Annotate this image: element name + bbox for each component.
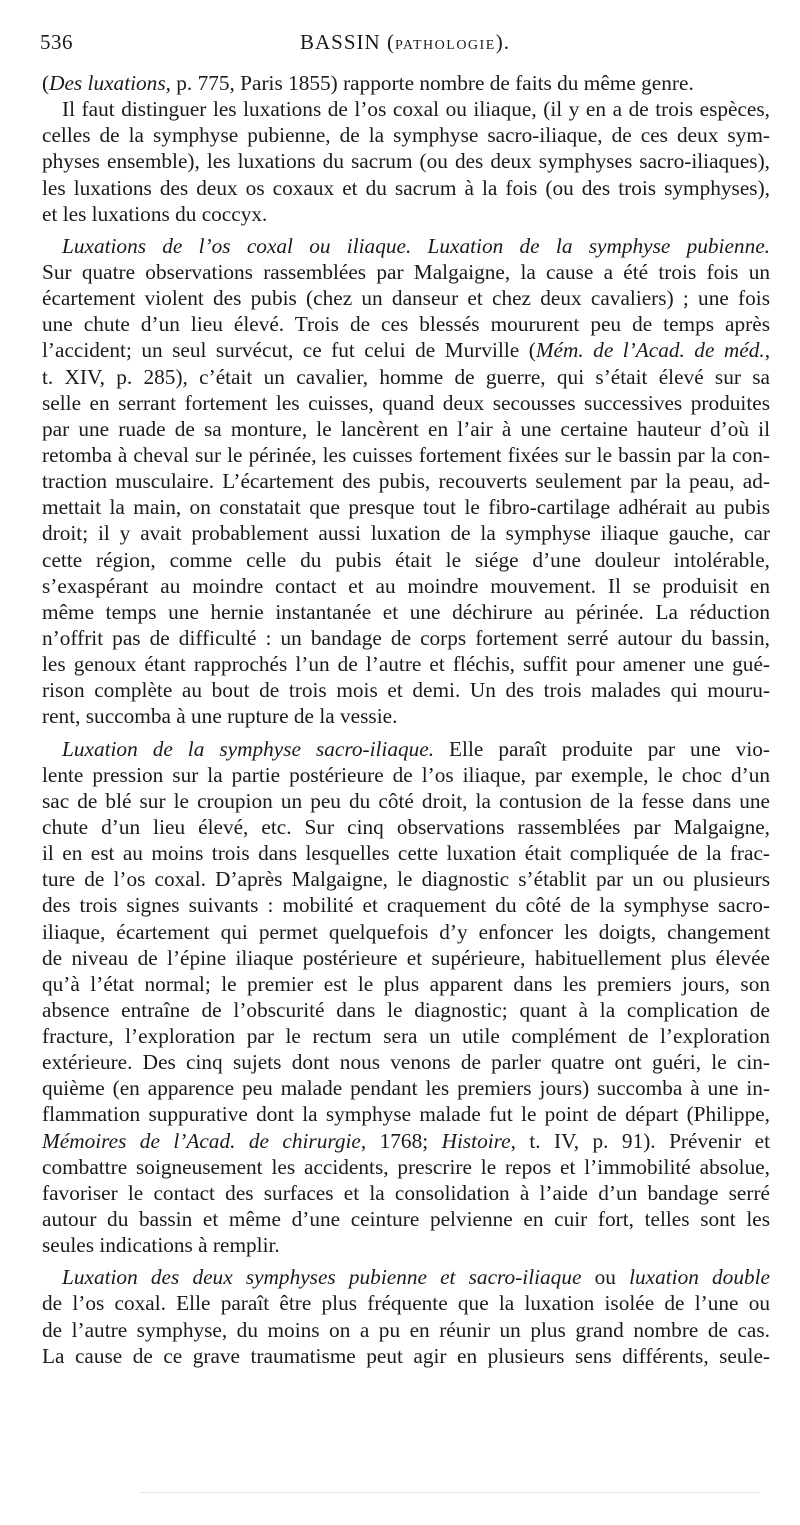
page-number: 536	[40, 30, 73, 54]
italic-segment: luxation double	[629, 1265, 770, 1290]
text-segment: les luxations des deux os coxaux et du sacrum à la fois (ou des trois symphyses),	[42, 175, 770, 200]
text-segment: fracture, l’exploration par le rectum sera un utile complément de l’exploration	[42, 1024, 770, 1049]
text-segment: ,	[764, 338, 771, 363]
running-title-main: BASSIN	[299, 30, 381, 54]
text-segment: traction musculaire. L’écartement des pubis, recouverts seulement par la peau, ad-	[42, 469, 770, 494]
text-segment: s’exaspérant au moindre contact et au moindre mouvement. Il se produisit en	[42, 573, 770, 598]
text-segment: combattre soigneusement les accidents, prescrire le repos et l’immobilité absolue,	[42, 1154, 770, 1179]
text-segment: par une ruade de sa monture, le lancèrent en l’air à une certaine hauteur d’où il	[42, 416, 770, 441]
text-line	[42, 866, 770, 892]
text-segment: seules indications à remplir.	[42, 1233, 280, 1258]
text-line	[42, 892, 770, 918]
text-line	[42, 148, 770, 174]
italic-segment: Luxation de la symphyse sacro-iliaque.	[62, 736, 435, 761]
text-line	[42, 997, 770, 1023]
text-segment: cette région, comme celle du pubis était le siége d’une douleur intolérable,	[42, 547, 770, 572]
text-segment: autour du bassin et même d’une ceinture pelvienne en cuir fort, telles sont les	[42, 1207, 770, 1232]
text-segment: ou	[581, 1265, 630, 1290]
text-line	[42, 1317, 770, 1343]
text-line	[42, 1075, 770, 1101]
text-segment: , p. 775, Paris 1855) rapporte nombre de faits du même genre.	[165, 71, 694, 95]
text-segment: sac de blé sur le croupion un peu du côté droit, la contusion de la fesse dans une	[42, 788, 770, 813]
running-title-open: (	[380, 30, 395, 54]
text-segment: une chute d’un lieu élevé. Trois de ces blessés moururent peu de temps après	[42, 312, 770, 337]
text-line	[42, 971, 770, 997]
italic-segment: Mém. de l’Acad. de méd.	[535, 338, 765, 363]
text-segment: , 1768;	[360, 1128, 442, 1153]
running-title-section: PATHOLOGIE	[394, 38, 496, 53]
text-segment: même temps une hernie instantanée et une déchirure au périnée. La réduction	[42, 599, 770, 624]
text-segment: favoriser le contact des surfaces et la consolidation à l’aide d’un bandage serré	[42, 1180, 770, 1205]
text-segment: , t. IV, p. 91). Prévenir et	[510, 1128, 771, 1153]
text-segment: n’offrit pas de difficulté : un bandage de corps fortement serré autour du bassin,	[42, 625, 770, 650]
text-line	[42, 788, 770, 814]
text-line	[42, 175, 770, 201]
text-line	[42, 1023, 770, 1049]
text-line	[42, 468, 770, 494]
text-line	[42, 677, 770, 703]
text-segment: écartement violent des pubis (chez un danseur et chez deux cavaliers) ; une fois	[42, 286, 770, 311]
text-line	[42, 1206, 770, 1232]
running-title-close: ).	[495, 30, 511, 54]
text-line	[42, 919, 770, 945]
text-line	[42, 337, 770, 363]
text-line	[42, 1154, 770, 1180]
text-line	[42, 233, 770, 259]
text-segment: de l’autre symphyse, du moins on a pu en réunir un plus grand nombre de cas.	[42, 1317, 770, 1342]
italic-segment: Luxation de la symphyse pubienne.	[427, 233, 770, 258]
text-line	[42, 122, 770, 148]
text-segment: de l’os coxal. Elle paraît être plus fréquente que la luxation isolée de l’une ou	[42, 1291, 770, 1316]
text-segment: Elle paraît produite par une vio-	[434, 736, 770, 761]
italic-segment: Histoire	[441, 1128, 511, 1153]
running-header	[40, 30, 770, 60]
text-line	[42, 703, 770, 729]
italic-segment: Luxations de l’os coxal ou iliaque.	[62, 233, 412, 258]
italic-segment: Des luxations	[49, 71, 166, 95]
text-segment: Sur quatre observations rassemblées par Malgaigne, la cause a été trois fois un	[42, 259, 770, 284]
text-segment: Il faut distinguer les luxations de l’os coxal ou iliaque, (il y en a de trois espèces,	[62, 97, 770, 122]
text-line	[42, 1290, 770, 1316]
text-line	[42, 1264, 770, 1290]
text-segment: l’accident; un seul survécut, ce fut celui de Murville (	[42, 338, 536, 363]
text-line	[42, 285, 770, 311]
text-line	[42, 762, 770, 788]
text-segment: (	[42, 71, 50, 95]
running-title	[40, 30, 770, 55]
text-line	[42, 390, 770, 416]
text-segment: absence entraîne de l’obscurité dans le diagnostic; quant à la complication de	[42, 997, 770, 1022]
text-line	[42, 442, 770, 468]
text-segment	[411, 234, 427, 258]
text-segment: droit; il y avait probablement aussi luxation de la symphyse iliaque gauche, car	[42, 521, 770, 546]
text-line	[42, 520, 770, 546]
text-segment: celles de la symphyse pubienne, de la symphyse sacro-iliaque, de ces deux sym-	[42, 123, 770, 148]
text-segment: t. XIV, p. 285), c’était un cavalier, homme de guerre, qui s’était élevé sur sa	[42, 364, 770, 389]
text-segment: les genoux étant rapprochés l’un de l’autre et fléchis, suffit pour amener une gué-	[42, 652, 770, 677]
text-segment: lente pression sur la partie postérieure de l’os iliaque, par exemple, le choc d’un	[42, 762, 770, 787]
text-line	[42, 840, 770, 866]
text-line	[42, 547, 770, 573]
text-segment: des trois signes suivants : mobilité et craquement du côté de la symphyse sacro-	[42, 893, 770, 918]
text-segment: il en est au moins trois dans lesquelles cette luxation était compliquée de la frac-	[42, 841, 770, 866]
italic-segment: Luxation des deux symphyses pubienne et sacro-iliaque	[62, 1265, 582, 1290]
text-segment: de niveau de l’épine iliaque postérieure et supérieure, habituellement plus élevée	[42, 945, 770, 970]
text-line	[42, 625, 770, 651]
text-segment: flammation suppurative dont la symphyse malade fut le point de départ (Philippe,	[42, 1102, 770, 1127]
text-segment: extérieure. Des cinq sujets dont nous venons de parler quatre ont guéri, le cin-	[42, 1050, 770, 1075]
text-segment: chute d’un lieu élevé, etc. Sur cinq observations rassemblées par Malgaigne,	[42, 814, 770, 839]
text-segment: retomba à cheval sur le périnée, les cuisses fortement fixées sur le bassin par la con-	[42, 442, 770, 467]
text-segment: quième (en apparence peu malade pendant les premiers jours) succomba à une in-	[42, 1076, 770, 1101]
text-line	[42, 573, 770, 599]
text-segment: rent, succomba à une rupture de la vessie.	[42, 704, 398, 729]
text-line	[42, 70, 770, 96]
text-line	[42, 1101, 770, 1127]
text-segment: physes ensemble), les luxations du sacrum (ou des deux symphyses sacro-iliaques),	[42, 149, 770, 174]
text-line	[42, 416, 770, 442]
text-line	[42, 311, 770, 337]
text-segment: rison complète au bout de trois mois et demi. Un des trois malades qui mouru-	[42, 678, 770, 703]
text-segment: La cause de ce grave traumatisme peut agir en plusieurs sens différents, seule-	[42, 1343, 770, 1368]
text-segment: selle en serrant fortement les cuisses, quand deux secousses successives produites	[42, 390, 770, 415]
text-line	[42, 736, 770, 762]
text-line	[42, 945, 770, 971]
text-segment: et les luxations du coccyx.	[42, 201, 268, 226]
text-line	[42, 259, 770, 285]
text-line	[42, 1232, 770, 1258]
text-line	[42, 494, 770, 520]
text-segment: mettait la main, on constatait que presque tout le fibro-cartilage adhérait au pubis	[42, 495, 770, 520]
text-line	[42, 364, 770, 390]
body-text	[42, 70, 770, 1369]
text-line	[42, 201, 770, 227]
text-line	[42, 814, 770, 840]
text-line	[42, 96, 770, 122]
text-line	[42, 651, 770, 677]
text-line	[42, 1343, 770, 1369]
text-line	[42, 1128, 770, 1154]
text-line	[42, 599, 770, 625]
text-line	[42, 1049, 770, 1075]
text-segment: ture de l’os coxal. D’après Malgaigne, le diagnostic s’établit par un ou plusieurs	[42, 867, 770, 892]
text-segment: qu’à l’état normal; le premier est le plus apparent dans les premiers jours, son	[42, 971, 770, 996]
bleed-through-trace	[140, 1492, 760, 1497]
text-segment: iliaque, écartement qui permet quelquefois d’y enfoncer les doigts, changement	[42, 919, 770, 944]
text-line	[42, 1180, 770, 1206]
italic-segment: Mémoires de l’Acad. de chirurgie	[42, 1128, 361, 1153]
